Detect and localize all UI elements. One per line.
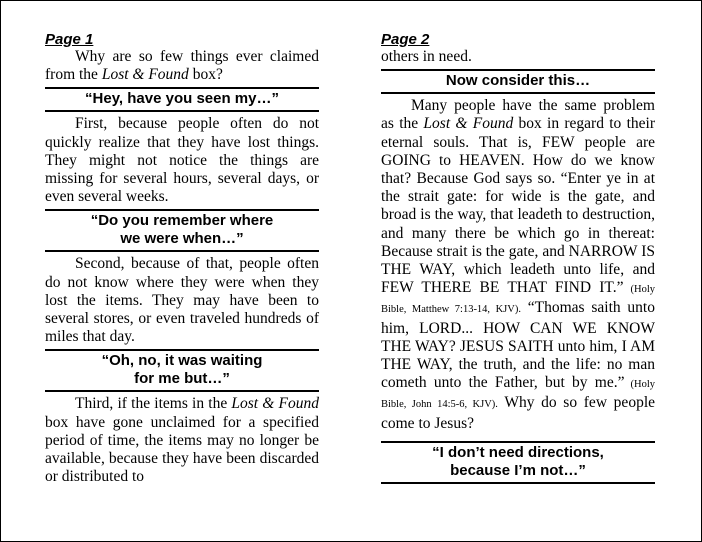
heading-have-you-seen: “Hey, have you seen my…” bbox=[45, 87, 319, 112]
scripture-reference-matthew: (Holy Bible, Matthew 7:13-14, KJV). bbox=[381, 284, 655, 316]
page-2-column bbox=[381, 32, 655, 487]
heading-do-you-remember: “Do you remember where we were when…” bbox=[45, 209, 319, 252]
page-2-main-paragraph: Many people have the same problem as the Lost & Found box in regard to their eternal souls. That is, FEW people are GOING to HEAVEN. How do we know that? Because God says so. “Enter ye in at the strait gate: for wide is the gate, and broad is the way, that leadeth to destruction, and many there be which go in thereat: Because strait is the gate, and NARROW IS THE WAY, which leadeth unto life, and FEW THERE BE THAT FIND IT.” (Holy Bible, Matthew 7:13-14, KJV). “Thomas saith unto him, LORD... HOW CAN WE KNOW THE WAY? JESUS SAITH unto him, I AM THE WAY, the truth, and the life: no man cometh unto the Father, but by me.” (Holy Bible, John 14:5-6, KJV). Why do so few people come to Jesus? bbox=[381, 97, 656, 432]
page-1-paragraph-second: Second, because of that, people often do not know where they were when they lost the items. They may have been to several stores, or even traveled hundreds of miles that day. bbox=[45, 255, 319, 346]
page-2-continuation: others in need. bbox=[381, 48, 472, 65]
page-2-header: Page 2 bbox=[381, 31, 430, 48]
page-1-column bbox=[45, 32, 319, 486]
page-1-header: Page 1 bbox=[45, 31, 94, 48]
heading-dont-need-directions: “I don’t need directions, because I’m not…” bbox=[381, 441, 655, 484]
heading-oh-no: “Oh, no, it was waiting for me but…” bbox=[45, 349, 319, 392]
page-1-intro-paragraph: Why are so few things ever claimed from the Lost & Found box? bbox=[45, 48, 319, 84]
scripture-reference-john: (Holy Bible, John 14:5-6, KJV). bbox=[381, 379, 656, 411]
page-1-paragraph-third: Third, if the items in the Lost & Found box have gone unclaimed for a specified period of time, the items may no longer be available, because they have been discarded or distributed to bbox=[45, 395, 319, 486]
page-1-paragraph-first: First, because people often do not quickly realize that they have lost things. They might not notice the things are missing for several hours, several days, or even several weeks. bbox=[45, 115, 319, 206]
heading-now-consider: Now consider this… bbox=[381, 69, 655, 94]
